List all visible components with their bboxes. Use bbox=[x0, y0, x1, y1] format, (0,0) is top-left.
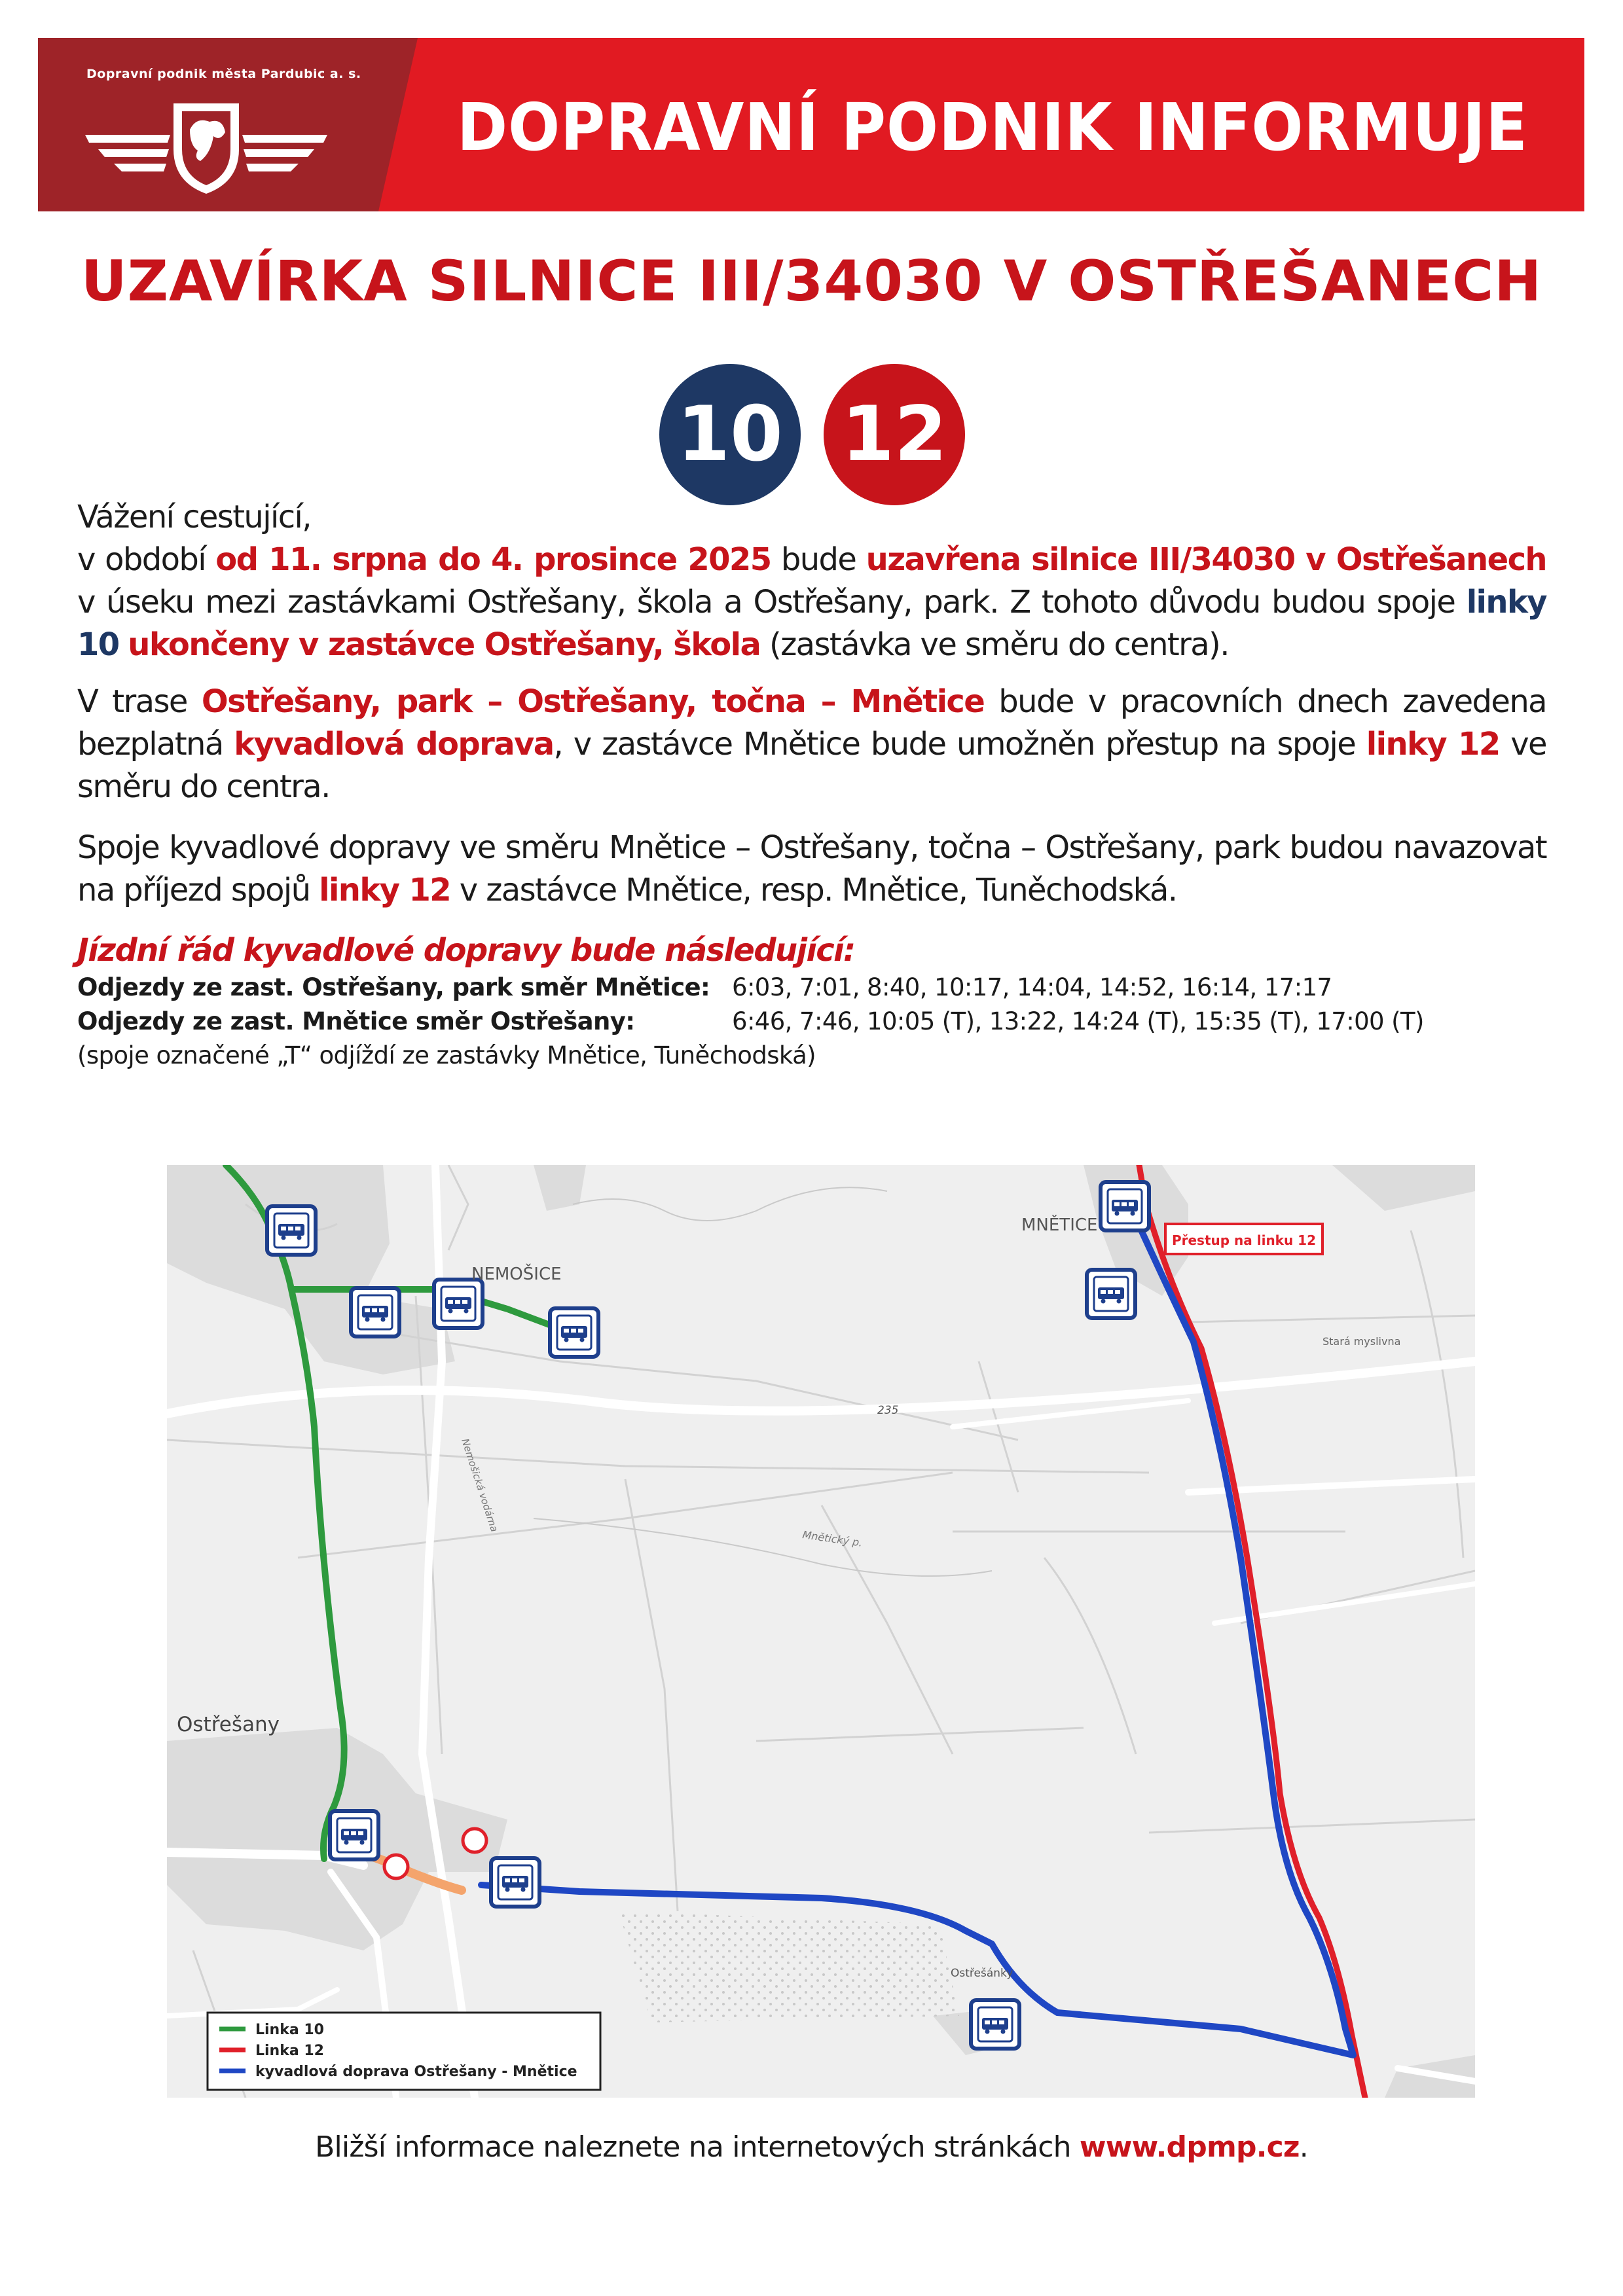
bus-stop-icon bbox=[971, 2000, 1019, 2049]
p1-text: bude bbox=[771, 541, 866, 578]
bus-stop-icon bbox=[351, 1288, 399, 1336]
footer-end: . bbox=[1299, 2130, 1308, 2164]
map-legend bbox=[208, 2013, 600, 2090]
p1-text: (zastávka ve směru do centra). bbox=[760, 626, 1229, 663]
transfer-label: Přestup na linku 12 bbox=[1171, 1232, 1317, 1248]
bus-stop-icon bbox=[1087, 1270, 1135, 1318]
line-12-ref: linky 12 bbox=[1366, 726, 1500, 762]
bus-stop-icon bbox=[550, 1308, 598, 1357]
notice-title: UZAVÍRKA SILNICE III/34030 V OSTŘEŠANECH bbox=[81, 249, 1542, 314]
bus-stop-icon bbox=[267, 1206, 316, 1255]
p1-text: v období bbox=[77, 541, 216, 578]
p1-text bbox=[119, 626, 128, 663]
route-map bbox=[167, 1165, 1475, 2098]
greeting: Vážení cestující, bbox=[77, 499, 311, 535]
closed-road: uzavřena silnice III/34030 v Ostřešanech bbox=[866, 541, 1546, 578]
line-10-ref: linky 10 bbox=[77, 584, 1546, 663]
closure-sign-icon bbox=[463, 1829, 486, 1852]
terminated-at: ukončeny v zastávce Ostřešany, škola bbox=[128, 626, 761, 663]
street-label: Nemošická vodárna bbox=[459, 1437, 501, 1534]
legend-item: Linka 12 bbox=[255, 2043, 324, 2059]
closure-period: od 11. srpna do 4. prosince 2025 bbox=[215, 541, 771, 578]
p3-text: v zastávce Mnětice, resp. Mnětice, Tuněchodská. bbox=[450, 872, 1177, 908]
p2-text: ve směru do centra. bbox=[77, 726, 1546, 805]
brook-label: Mnětický p. bbox=[801, 1528, 864, 1549]
bus-stop-icon bbox=[1101, 1182, 1149, 1230]
logo-panel bbox=[38, 38, 378, 211]
bus-stop-icon bbox=[434, 1280, 483, 1328]
map-canvas bbox=[167, 1165, 1475, 2098]
place-label: Ostřešánky bbox=[951, 1967, 1013, 1980]
shuttle-route: Ostřešany, park – Ostřešany, točna – Mnětice bbox=[201, 683, 985, 720]
timetable-row-times: 6:03, 7:01, 8:40, 10:17, 14:04, 14:52, 16:14, 17:17 bbox=[732, 973, 1332, 1001]
line-12-badge: 12 bbox=[824, 364, 965, 505]
place-label: Stará myslivna bbox=[1322, 1335, 1401, 1348]
website-link[interactable]: www.dpmp.cz bbox=[1079, 2130, 1300, 2164]
timetable-row-label: Odjezdy ze zast. Mnětice směr Ostřešany: bbox=[77, 1007, 635, 1035]
paragraph-1 bbox=[77, 496, 1546, 666]
closure-sign-icon bbox=[384, 1855, 408, 1878]
timetable-row-label: Odjezdy ze zast. Ostřešany, park směr Mnětice: bbox=[77, 973, 710, 1001]
header-title: DOPRAVNÍ PODNIK INFORMUJE bbox=[457, 89, 1528, 166]
footer-text: Bližší informace naleznete na internetových stránkách bbox=[315, 2130, 1080, 2164]
p1-text: v úseku mezi zastávkami Ostřešany, škola a Ostřešany, park. Z tohoto důvodu budou spoje bbox=[77, 584, 1467, 620]
footer bbox=[0, 2130, 1623, 2164]
p2-text: bude v pracovních dnech zavedena bezplatná bbox=[77, 683, 1546, 762]
p3-text: Spoje kyvadlové dopravy ve směru Mnětice – Ostřešany, točna – Ostřešany, park budou navazovat na příjezd spojů bbox=[77, 829, 1546, 908]
legend-item: Linka 10 bbox=[255, 2022, 324, 2038]
shuttle-service: kyvadlová doprava bbox=[234, 726, 554, 762]
p2-text: V trase bbox=[77, 683, 202, 720]
line-12-ref: linky 12 bbox=[319, 872, 451, 908]
p2-text: , v zastávce Mnětice bude umožněn přestup na spoje bbox=[553, 726, 1366, 762]
notice-body bbox=[77, 496, 1546, 1073]
field-area bbox=[619, 1911, 959, 2022]
timetable-heading: Jízdní řád kyvadlové dopravy bude následující: bbox=[77, 932, 855, 969]
elevation-label: 235 bbox=[877, 1404, 899, 1417]
timetable-row bbox=[77, 971, 1546, 1005]
place-label: Ostřešany bbox=[177, 1713, 280, 1736]
timetable-row-times: 6:46, 7:46, 10:05 (T), 13:22, 14:24 (T), 15:35 (T), 17:00 (T) bbox=[732, 1007, 1424, 1035]
company-name: Dopravní podnik města Pardubic a. s. bbox=[86, 67, 361, 81]
bus-stop-icon bbox=[491, 1858, 539, 1907]
bus-stop-icon bbox=[330, 1811, 378, 1859]
timetable-note: (spoje označené „T“ odjíždí ze zastávky Mnětice, Tuněchodská) bbox=[77, 1041, 816, 1069]
timetable-row bbox=[77, 1005, 1546, 1039]
place-label: NEMOŠICE bbox=[471, 1265, 562, 1284]
company-logo-icon bbox=[85, 90, 327, 195]
header-banner bbox=[38, 38, 1584, 211]
place-label: MNĚTICE bbox=[1021, 1215, 1098, 1235]
paragraph-3 bbox=[77, 827, 1546, 912]
line-10-badge: 10 bbox=[659, 364, 801, 505]
paragraph-2 bbox=[77, 681, 1546, 808]
legend-item: kyvadlová doprava Ostřešany - Mnětice bbox=[255, 2064, 577, 2080]
